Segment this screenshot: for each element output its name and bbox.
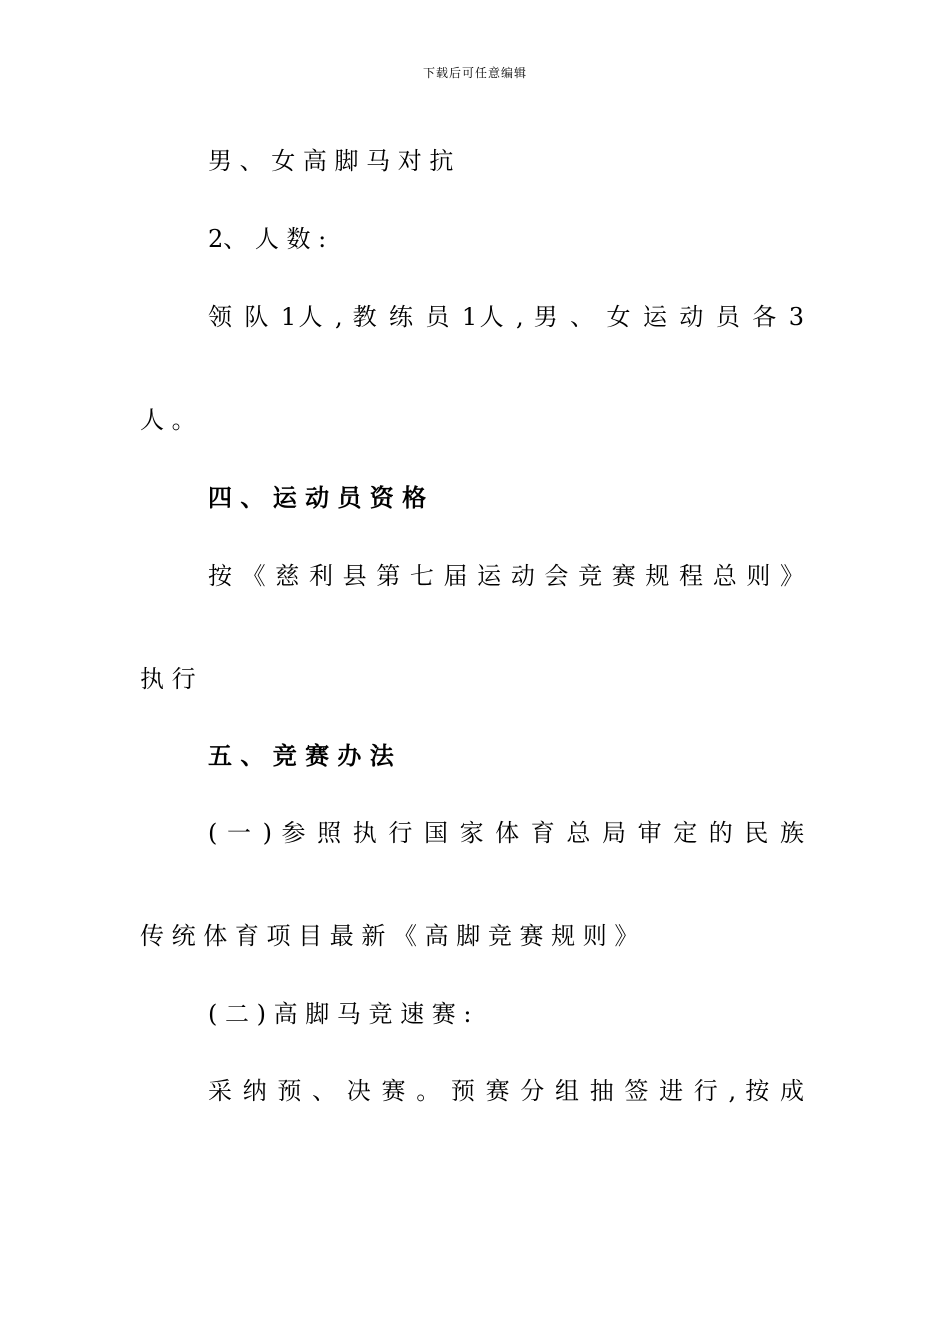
section-heading: 四 、 运 动 员 资 格: [208, 483, 427, 512]
page-header: 下载后可任意编辑: [422, 66, 527, 80]
section-heading: 五 、 竞 赛 办 法: [208, 741, 394, 770]
text-line: 执 行: [140, 665, 196, 693]
text-line: ( 一 ) 参 照 执 行 国 家 体 育 总 局 审 定 的 民 族: [208, 819, 804, 847]
text-line: 采 纳 预 、 决 赛 。 预 赛 分 组 抽 签 进 行 , 按 成: [208, 1077, 804, 1105]
text-line: 男 、 女 高 脚 马 对 抗: [208, 147, 454, 175]
text-line: ( 二 ) 高 脚 马 竞 速 赛 :: [208, 1000, 472, 1028]
text-line: 人 。: [140, 406, 196, 434]
text-line: 传 统 体 育 项 目 最 新 《 高 脚 竞 赛 规 则 》: [140, 922, 639, 950]
text-line: 领 队 1人 , 教 练 员 1人 , 男 、 女 运 动 员 各 3: [208, 303, 804, 331]
text-line: 2、 人 数 :: [208, 225, 327, 253]
text-line: 按 《 慈 利 县 第 七 届 运 动 会 竞 赛 规 程 总 则 》: [208, 562, 804, 590]
